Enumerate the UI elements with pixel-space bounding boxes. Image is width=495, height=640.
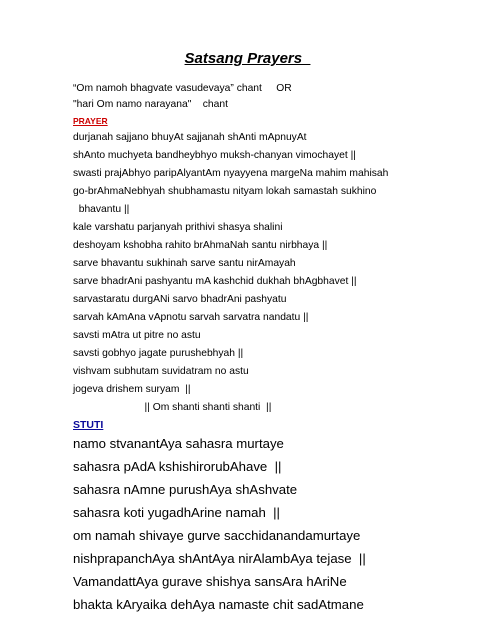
prayer-line: go-brAhmaNebhyah shubhamastu nityam lokah samastah sukhino (73, 186, 377, 197)
prayer-line: sarve bhavantu sukhinah sarve santu nirAmayah (73, 258, 296, 269)
stuti-line: sahasra nAmne purushAya shAshvate (73, 482, 298, 497)
prayer-line: sarve bhadrAni pashyantu mA kashchid dukhah bhAgbhavet || (73, 276, 357, 287)
stuti-line: om namah shivaye gurve sacchidanandamurtaye (73, 528, 361, 543)
stuti-line: sahasra pAdA kshishirorubAhave || (73, 459, 282, 474)
prayer-line: durjanah sajjano bhuyAt sajjanah shAnti mApnuyAt (73, 132, 307, 143)
page-title: Satsang Prayers (184, 50, 311, 67)
prayer-line: bhavantu || (73, 204, 130, 215)
prayer-line: savsti mAtra ut pitre no astu (73, 330, 201, 341)
stuti-heading: STUTI (73, 419, 104, 431)
prayer-line: savsti gobhyo jagate purushebhyah || (73, 348, 244, 359)
stuti-line: nishprapanchAya shAntAya nirAlambAya tejase || (73, 551, 366, 566)
prayer-line: swasti prajAbhyo paripAlyantAm nyayyena margeNa mahim mahisah (73, 168, 389, 179)
prayer-line: jogeva drishem suryam || (73, 384, 191, 395)
chant-line-2: "hari Om namo narayana" chant (73, 99, 228, 110)
stuti-line: namo stvanantAya sahasra murtaye (73, 436, 284, 451)
prayer-heading: PRAYER (73, 116, 108, 126)
prayer-closing-line: || Om shanti shanti shanti || (73, 402, 272, 413)
prayer-line: shAnto muchyeta bandheybhyo muksh-chanyan vimochayet || (73, 150, 356, 161)
prayer-line: vishvam subhutam suvidatram no astu (73, 366, 249, 377)
stuti-line: VamandattAya gurave shishya sansAra hAriNe (73, 574, 347, 589)
prayer-line: kale varshatu parjanyah prithivi shasya shalini (73, 222, 283, 233)
stuti-line: sahasra koti yugadhArine namah || (73, 505, 280, 520)
prayer-line: sarvastaratu durgANi sarvo bhadrAni pashyatu (73, 294, 287, 305)
prayer-line: deshoyam kshobha rahito brAhmaNah santu nirbhaya || (73, 240, 328, 251)
stuti-line: bhakta kAryaika dehAya namaste chit sadAtmane (73, 597, 364, 612)
chant-line-1: “Om namoh bhagvate vasudevaya” chant OR (73, 83, 292, 94)
prayer-line: sarvah kAmAna vApnotu sarvah sarvatra nandatu || (73, 312, 309, 323)
